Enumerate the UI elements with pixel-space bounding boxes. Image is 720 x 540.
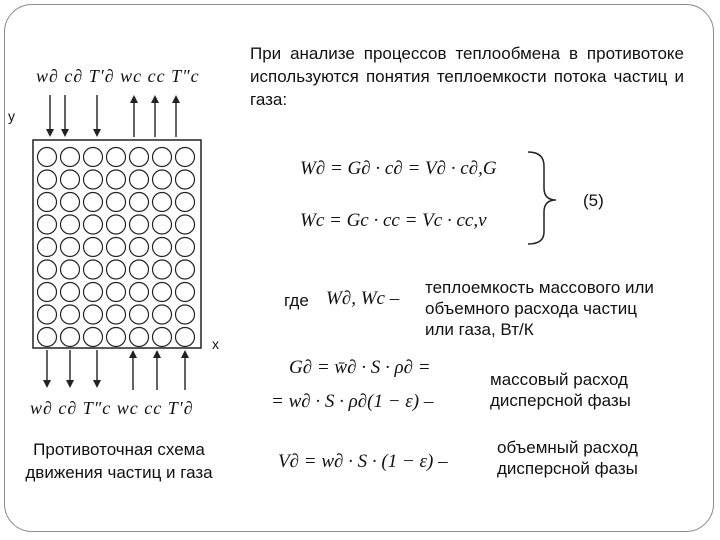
formula-g-d-line1: G∂ = w̄∂ · S · ρ∂ = (289, 357, 431, 378)
formula-g-d-line2: = w∂ · S · ρ∂(1 − ε) – (271, 391, 434, 412)
definition-heat-capacity: теплоемкость массового или объемного расхода частиц или газа, Вт/К (425, 278, 654, 339)
diagram-caption: Противоточная схема движения частиц и газа (25, 440, 213, 482)
formula-w-c: Wc = Gc · cc = Vc · cc,v (300, 210, 487, 231)
definition-mass-flow: массовый расход дисперсной фазы (490, 370, 631, 410)
formula-v-d: V∂ = w∂ · S · (1 − ε) – (278, 451, 448, 472)
axis-y-label: y (8, 108, 15, 124)
axis-x-label: x (212, 336, 219, 352)
bottom-labels-text: w∂ c∂ T″c wc cc T′∂ (30, 398, 194, 418)
formula-w-d: W∂ = G∂ · c∂ = V∂ · c∂,G (300, 158, 497, 179)
top-labels-text: w∂ c∂ T′∂ wc cc T″c (36, 66, 200, 86)
intro-text: При анализе процессов теплообмена в противотоке используются понятия теплоемкости потока частиц и газа: (250, 44, 684, 109)
where-word: где (284, 291, 309, 310)
equation-number: (5) (583, 191, 604, 210)
where-symbols: W∂, Wc – (326, 288, 400, 309)
definition-volume-flow: объемный расход дисперсной фазы (497, 438, 638, 478)
